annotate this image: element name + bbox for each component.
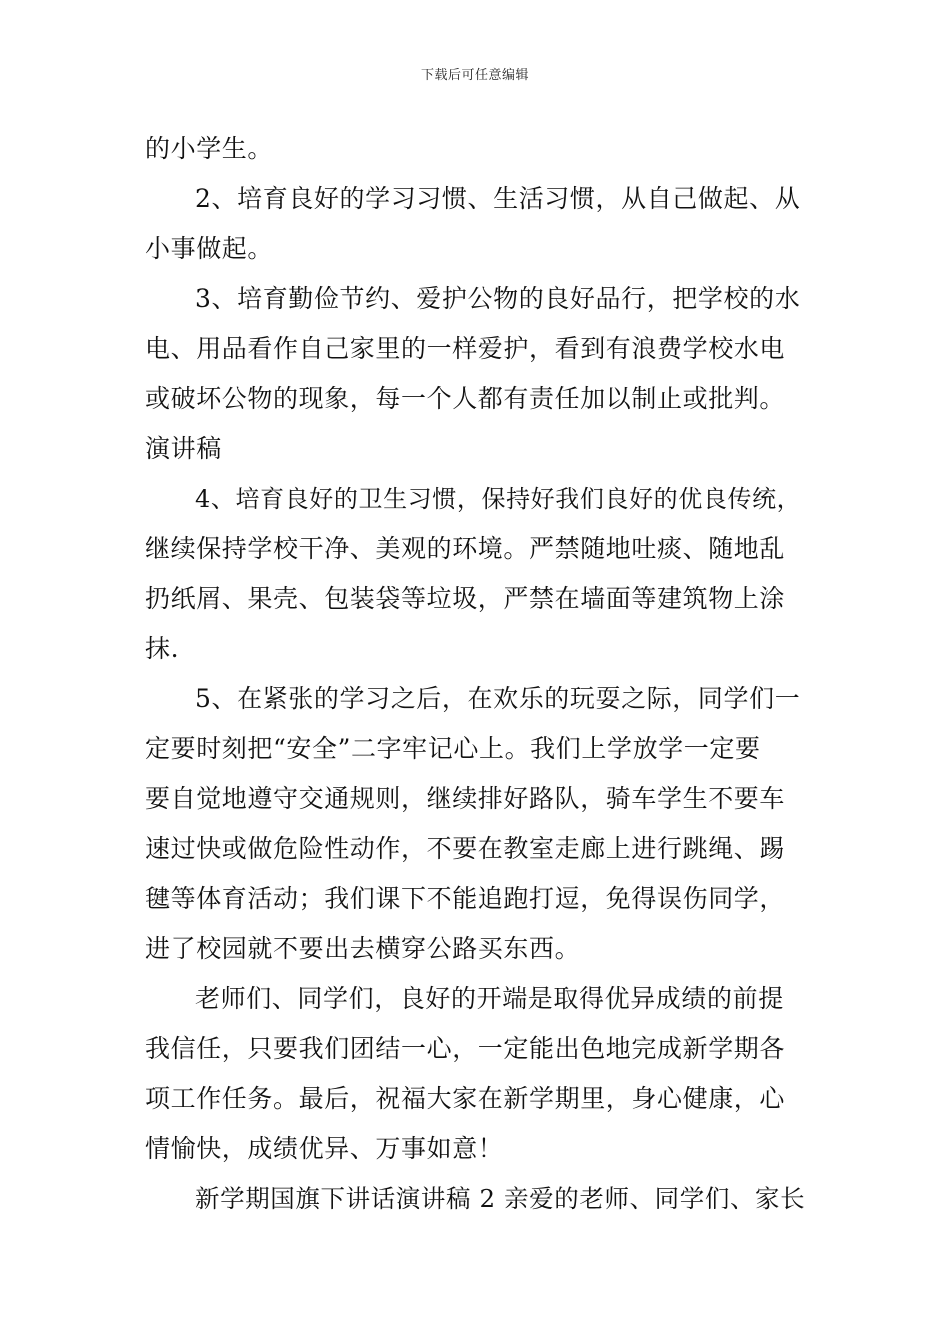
- text-line: 的小学生。: [145, 134, 274, 163]
- text-line: 3、培育勤俭节约、爱护公物的良好品行，把学校的水: [195, 284, 801, 313]
- text-line: 我信任，只要我们团结一心，一定能出色地完成新学期各: [145, 1034, 786, 1063]
- text-line: 新学期国旗下讲话演讲稿 2 亲爱的老师、同学们、家长: [195, 1184, 806, 1213]
- text-line: 5、在紧张的学习之后，在欢乐的玩耍之际，同学们一: [195, 684, 801, 713]
- text-line: 小事做起。: [145, 234, 274, 263]
- text-line: 扔纸屑、果壳、包装袋等垃圾，严禁在墙面等建筑物上涂: [145, 584, 786, 613]
- page-header: 下载后可任意编辑: [420, 68, 529, 83]
- text-line: 情愉快，成绩优异、万事如意！: [145, 1134, 504, 1163]
- text-line: 进了校园就不要出去横穿公路买东西。: [145, 934, 581, 963]
- text-line: 2、培育良好的学习习惯、生活习惯，从自己做起、从: [195, 184, 801, 213]
- text-line: 定要时刻把“安全”二字牢记心上。我们上学放学一定要: [145, 734, 761, 763]
- text-line: 4、培育良好的卫生习惯，保持好我们良好的优良传统，: [195, 485, 802, 513]
- text-line: 老师们、同学们，良好的开端是取得优异成绩的前提: [195, 984, 784, 1013]
- text-line: 抹.: [145, 634, 180, 663]
- text-line: 速过快或做危险性动作，不要在教室走廊上进行跳绳、踢: [145, 834, 786, 863]
- document-body: [145, 124, 810, 1224]
- text-line: 项工作任务。最后，祝福大家在新学期里，身心健康，心: [145, 1084, 786, 1113]
- text-line: 演讲稿: [145, 434, 222, 463]
- text-line: 或破坏公物的现象，每一个人都有责任加以制止或批判。: [145, 384, 786, 413]
- text-line: 毽等体育活动；我们课下不能追跑打逗，免得误伤同学，: [145, 884, 786, 913]
- text-line: 继续保持学校干净、美观的环境。严禁随地吐痰、随地乱: [145, 534, 786, 563]
- text-line: 电、用品看作自己家里的一样爱护，看到有浪费学校水电: [145, 334, 786, 363]
- text-line: 要自觉地遵守交通规则，继续排好路队，骑车学生不要车: [145, 784, 786, 813]
